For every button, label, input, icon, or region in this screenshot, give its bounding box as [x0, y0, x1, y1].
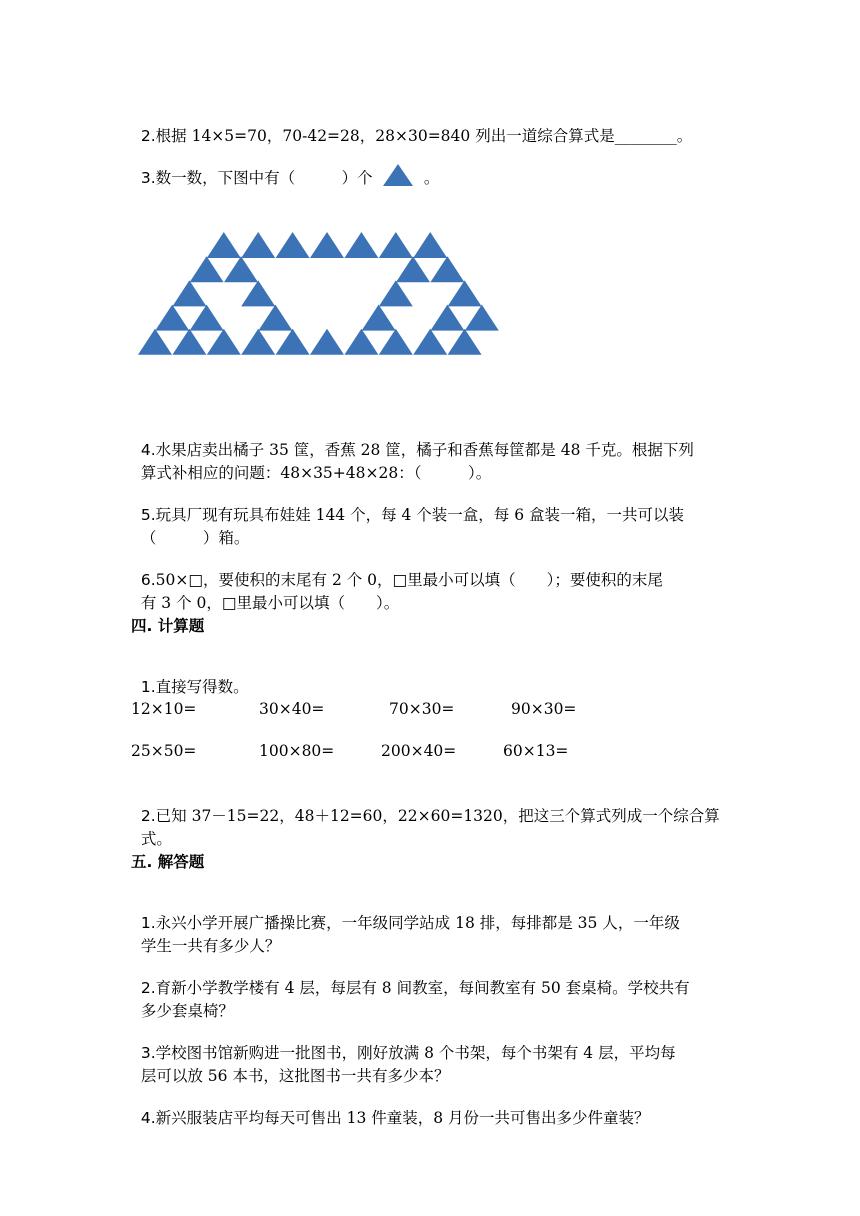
calc-item: 70×30=: [389, 700, 455, 718]
answer-question-2-line2: 多少套桌椅？: [140, 1002, 234, 1020]
figure-triangle: [138, 329, 172, 355]
figure-triangle: [448, 280, 482, 306]
figure-triangle: [430, 256, 464, 282]
calc-item: 60×13=: [503, 742, 569, 760]
figure-triangle: [207, 232, 241, 258]
calc-item: 25×50=: [131, 742, 197, 760]
calc-question-2: 2.已知 37－15=22，48＋12=60，22×60=1320，把这三个算式列成一个综合算: [140, 807, 720, 825]
question-6: 6.50×□，要使积的末尾有 2 个 0，□里最小可以填（ ）；要使积的末尾: [140, 571, 663, 589]
figure-triangle: [362, 305, 396, 331]
figure-triangle: [155, 305, 189, 331]
figure-triangle: [413, 329, 447, 355]
answer-question-2: 2.育新小学教学楼有 4 层，每层有 8 间教室，每间教室有 50 套桌椅。学校共有: [140, 979, 690, 997]
question-3-suffix: 。: [423, 169, 440, 187]
question-2-text: 根据 14×5=70，70-42=28，28×30=840 列出一道综合算式是________。: [155, 127, 693, 145]
figure-triangle: [258, 305, 292, 331]
calc-item: 90×30=: [511, 700, 577, 718]
question-3-text: 数一数，下图中有（ ）个: [155, 169, 373, 187]
figure-triangle: [172, 329, 206, 355]
figure-triangle: [172, 280, 206, 306]
answer-question-1: 1.永兴小学开展广播操比赛，一年级同学站成 18 排，每排都是 35 人，一年级: [140, 914, 680, 932]
section-title-answers: 五. 解答题: [131, 853, 205, 871]
figure-triangle: [241, 280, 275, 306]
figure-triangle: [190, 305, 224, 331]
triangle-figure: [130, 228, 490, 358]
figure-triangle: [224, 256, 258, 282]
figure-triangle: [344, 232, 378, 258]
figure-triangle: [430, 305, 464, 331]
answer-question-4: 4.新兴服装店平均每天可售出 13 件童装，8 月份一共可售出多少件童装？: [140, 1109, 650, 1127]
figure-triangle: [241, 232, 275, 258]
answer-question-3-line2: 层可以放 56 本书，这批图书一共有多少本？: [140, 1067, 450, 1085]
question-6-line2: 有 3 个 0，□里最小可以填（ ）。: [140, 594, 400, 612]
section-title-calculation: 四. 计算题: [131, 617, 205, 635]
figure-triangle: [276, 329, 310, 355]
figure-triangle: [207, 329, 241, 355]
question-5: 5.玩具厂现有玩具布娃娃 144 个，每 4 个装一盒，每 6 盒装一箱，一共可以装: [140, 506, 685, 524]
figure-triangle: [396, 256, 430, 282]
small-triangle-icon: [381, 162, 415, 188]
question-4-line2: 算式补相应的问题：48×35+48×28：（ ）。: [140, 464, 492, 482]
figure-triangle: [379, 232, 413, 258]
figure-triangle: [413, 232, 447, 258]
figure-triangle: [241, 329, 275, 355]
question-5-line2: （ ）箱。: [140, 529, 250, 547]
figure-triangle: [190, 256, 224, 282]
question-3: 3.数一数，下图中有（ ）个: [140, 169, 373, 187]
figure-triangle: [344, 329, 378, 355]
figure-triangle: [465, 305, 499, 331]
answer-question-1-line2: 学生一共有多少人？: [140, 937, 281, 955]
calc-item: 100×80=: [259, 742, 335, 760]
question-4: 4.水果店卖出橘子 35 筐，香蕉 28 筐，橘子和香蕉每筐都是 48 千克。根据下列: [140, 441, 694, 459]
figure-triangle: [276, 232, 310, 258]
calc-question-2-line2: 式。: [140, 830, 172, 848]
figure-triangle: [379, 280, 413, 306]
figure-triangle: [310, 232, 344, 258]
question-2: 2.根据 14×5=70，70-42=28，28×30=840 列出一道综合算式是________。: [140, 127, 693, 145]
calc-row-2: [131, 742, 731, 762]
calc-question-1: 1.直接写得数。: [140, 678, 249, 696]
figure-triangle: [448, 329, 482, 355]
calc-item: 30×40=: [259, 700, 325, 718]
calc-item: 200×40=: [381, 742, 457, 760]
figure-triangle: [310, 329, 344, 355]
calc-row-1: [131, 700, 731, 720]
figure-triangle: [379, 329, 413, 355]
calc-item: 12×10=: [131, 700, 197, 718]
answer-question-3: 3.学校图书馆新购进一批图书，刚好放满 8 个书架，每个书架有 4 层，平均每: [140, 1044, 676, 1062]
